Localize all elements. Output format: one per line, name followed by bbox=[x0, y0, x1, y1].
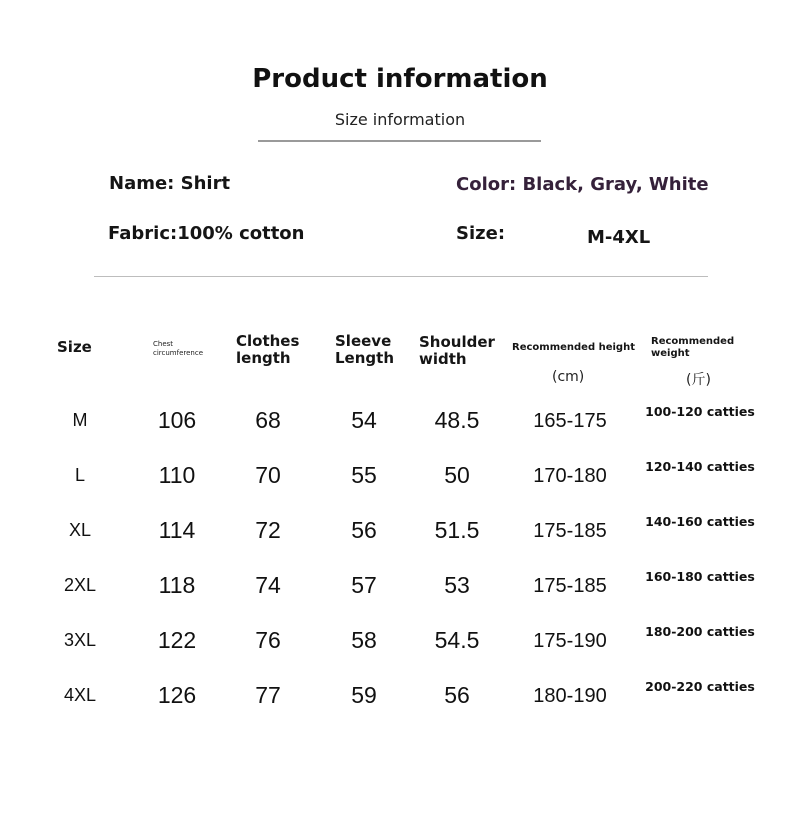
header-size: Size bbox=[57, 338, 92, 356]
shoulder-cell: 56 bbox=[444, 682, 470, 708]
height-cell: 170-180 bbox=[533, 465, 607, 487]
height-cell: 175-190 bbox=[533, 630, 607, 652]
header-recommended-height: Recommended height bbox=[512, 342, 635, 353]
sleeve-cell: 56 bbox=[351, 517, 377, 543]
weight-cell: 160-180 catties bbox=[645, 569, 755, 584]
chest-cell: 110 bbox=[158, 462, 196, 488]
shoulder-cell: 48.5 bbox=[434, 407, 480, 433]
height-cell: 165-175 bbox=[533, 410, 607, 432]
header-recommended-weight: Recommended weight bbox=[651, 336, 735, 359]
length-cell: 72 bbox=[255, 517, 281, 543]
length-cell: 74 bbox=[255, 572, 281, 598]
header-sleeve-length: Sleeve Length bbox=[335, 332, 394, 368]
shoulder-cell: 50 bbox=[444, 462, 470, 488]
header-chest: Chest circumference bbox=[153, 340, 204, 358]
weight-cell: 180-200 catties bbox=[645, 624, 755, 639]
size-cell: 3XL bbox=[63, 630, 97, 650]
header-shoulder-width: Shoulder width bbox=[419, 333, 495, 369]
header-weight-unit: (斤) bbox=[686, 372, 711, 388]
height-cell: 175-185 bbox=[533, 575, 607, 597]
size-cell: L bbox=[74, 465, 85, 485]
header-clothes-length: Clothes length bbox=[236, 332, 300, 368]
chest-cell: 118 bbox=[158, 572, 196, 598]
sleeve-cell: 59 bbox=[351, 682, 377, 708]
length-cell: 70 bbox=[255, 462, 281, 488]
sleeve-cell: 57 bbox=[351, 572, 377, 598]
size-cell: XL bbox=[68, 520, 92, 540]
weight-cell: 120-140 catties bbox=[645, 459, 755, 474]
chest-cell: 126 bbox=[157, 682, 197, 708]
header-height-unit: (cm) bbox=[552, 369, 585, 385]
size-cell: M bbox=[72, 410, 88, 430]
sleeve-cell: 55 bbox=[351, 462, 377, 488]
shoulder-cell: 54.5 bbox=[434, 627, 480, 653]
product-size-value: M-4XL bbox=[587, 227, 651, 248]
title-divider bbox=[258, 140, 541, 142]
shoulder-cell: 51.5 bbox=[434, 517, 480, 543]
size-cell: 2XL bbox=[63, 575, 97, 595]
product-name: Name: Shirt bbox=[109, 173, 231, 194]
sleeve-cell: 58 bbox=[351, 627, 377, 653]
chest-cell: 122 bbox=[157, 627, 197, 653]
section-divider bbox=[94, 276, 708, 277]
page-title: Product information bbox=[252, 64, 548, 94]
shoulder-cell: 53 bbox=[444, 572, 470, 598]
chest-cell: 106 bbox=[157, 407, 197, 433]
page-subtitle: Size information bbox=[334, 110, 466, 129]
weight-cell: 200-220 catties bbox=[645, 679, 755, 694]
chest-cell: 114 bbox=[158, 517, 196, 543]
size-cell: 4XL bbox=[63, 685, 97, 705]
length-cell: 77 bbox=[255, 682, 281, 708]
weight-cell: 100-120 catties bbox=[645, 404, 755, 419]
height-cell: 175-185 bbox=[533, 520, 607, 542]
height-cell: 180-190 bbox=[533, 685, 607, 707]
length-cell: 76 bbox=[255, 627, 281, 653]
product-fabric: Fabric:100% cotton bbox=[108, 223, 305, 244]
length-cell: 68 bbox=[255, 407, 281, 433]
product-size-label: Size: bbox=[456, 223, 506, 244]
product-color: Color: Black, Gray, White bbox=[456, 174, 709, 195]
sleeve-cell: 54 bbox=[351, 407, 377, 433]
weight-cell: 140-160 catties bbox=[645, 514, 755, 529]
